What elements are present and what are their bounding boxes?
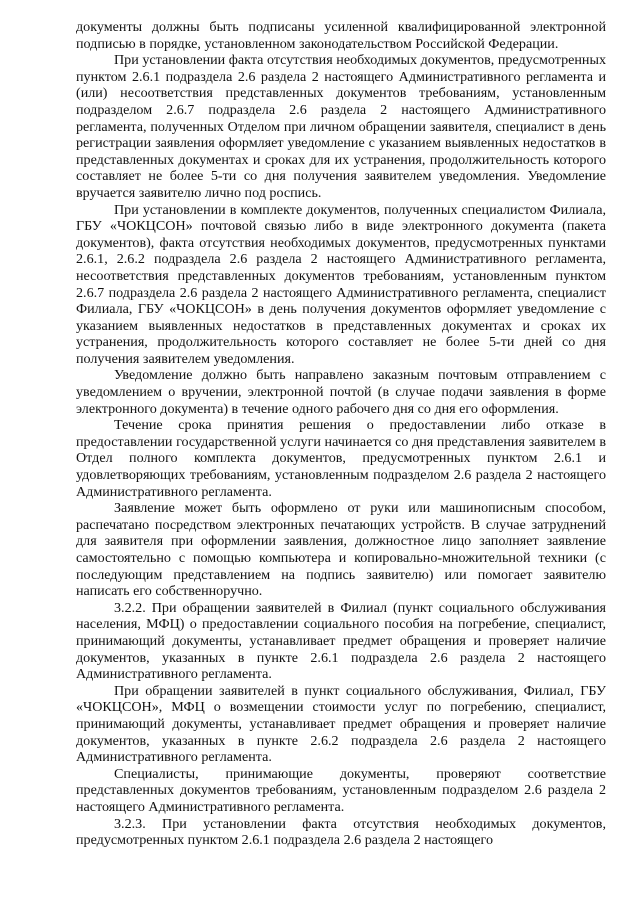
body-text [76, 19, 606, 849]
paragraph-burial-cost-reimbursement: При обращении заявителей в пункт социального обслуживания, Филиал, ГБУ «ЧОКЦСОН», МФЦ о возмещении стоимости услуг по погребению, специалист, принимающий документы, устанавливает предмет обращения и проверяет наличие документов, указанных в пункте 2.6.2 подраздела 2.6 раздела 2 настоящего Административного регламента. [76, 682, 606, 766]
paragraph-personal-appeal-missing-documents: При установлении факта отсутствия необходимых документов, предусмотренных пунктом 2.6.1 подраздела 2.6 раздела 2 настоящего Административного регламента и (или) несоответствия представленных документов требованиям, установленным подразделом 2.6.7 подраздела 2.6 раздела 2 настоящего Административного регламента, полученных Отделом при личном обращении заявителя, специалист в день регистрации заявления оформляет уведомление с указанием выявленных недостатков в представленных документах и сроках для их устранения, продолжительность которого составляет не более 5-ти со дня получения заявителем уведомления. Уведомление вручается заявителю лично под роспись. [76, 52, 606, 201]
paragraph-postal-electronic-missing-documents: При установлении в комплекте документов, полученных специалистом Филиала, ГБУ «ЧОКЦСОН» почтовой связью либо в виде электронного документа (пакета документов), факта отсутствия необходимых документов, предусмотренных пунктами 2.6.1, 2.6.2 подраздела 2.6 раздела 2 настоящего Административного регламента, несоответствия представленных документов требованиям, установленным пунктом 2.6.7 подраздела 2.6 раздела 2 настоящего Административного регламента, специалист Филиала, ГБУ «ЧОКЦСОН» в день получения документов оформляет уведомление с указанием выявленных недостатков в представленных документах и сроках их устранения, продолжительность которого составляет не более 5-ти дней со дня получения заявителем уведомления. [76, 201, 606, 367]
paragraph-notification-delivery: Уведомление должно быть направлено заказным почтовым отправлением с уведомлением о вручении, электронной почтой (в случае подачи заявления в форме электронного документа) в течение одного рабочего дня со дня его оформления. [76, 367, 606, 417]
paragraph-application-form: Заявление может быть оформлено от руки или машинописным способом, распечатано посредством электронных печатающих устройств. В случае затруднений для заявителя при оформлении заявления, должностное лицо заполняет заявление самостоятельно с помощью компьютера и копировально-множительной техники (с последующим представлением на подпись заявителю) или помогает заявителю написать его собственноручно. [76, 500, 606, 600]
paragraph-decision-period: Течение срока принятия решения о предоставлении либо отказе в предоставлении государственной услуги начинается со дня представления заявителем в Отдел полного комплекта документов, предусмотренных пунктом 2.6.1 и удовлетворяющих требованиям, установленным подразделом 2.6 раздела 2 настоящего Административного регламента. [76, 417, 606, 500]
paragraph-3-2-2-burial-allowance: 3.2.2. При обращении заявителей в Филиал (пункт социального обслуживания населения, МФЦ) о предоставлении социального пособия на погребение, специалист, принимающий документы, устанавливает предмет обращения и проверяет наличие документов, указанных в пункте 2.6.1 подраздела 2.6 раздела 2 настоящего Административного регламента. [76, 599, 606, 683]
paragraph-document-verification: Специалисты, принимающие документы, проверяют соответствие представленных документов требованиям, установленным подразделом 2.6 раздела 2 настоящего Административного регламента. [76, 765, 606, 815]
paragraph-signature-requirement: документы должны быть подписаны усиленной квалифицированной электронной подписью в порядке, установленном законодательством Российской Федерации. [76, 19, 606, 52]
paragraph-3-2-3-missing-documents: 3.2.3. При установлении факта отсутствия необходимых документов, предусмотренных пунктом 2.6.1 подраздела 2.6 раздела 2 настоящего [76, 815, 606, 849]
